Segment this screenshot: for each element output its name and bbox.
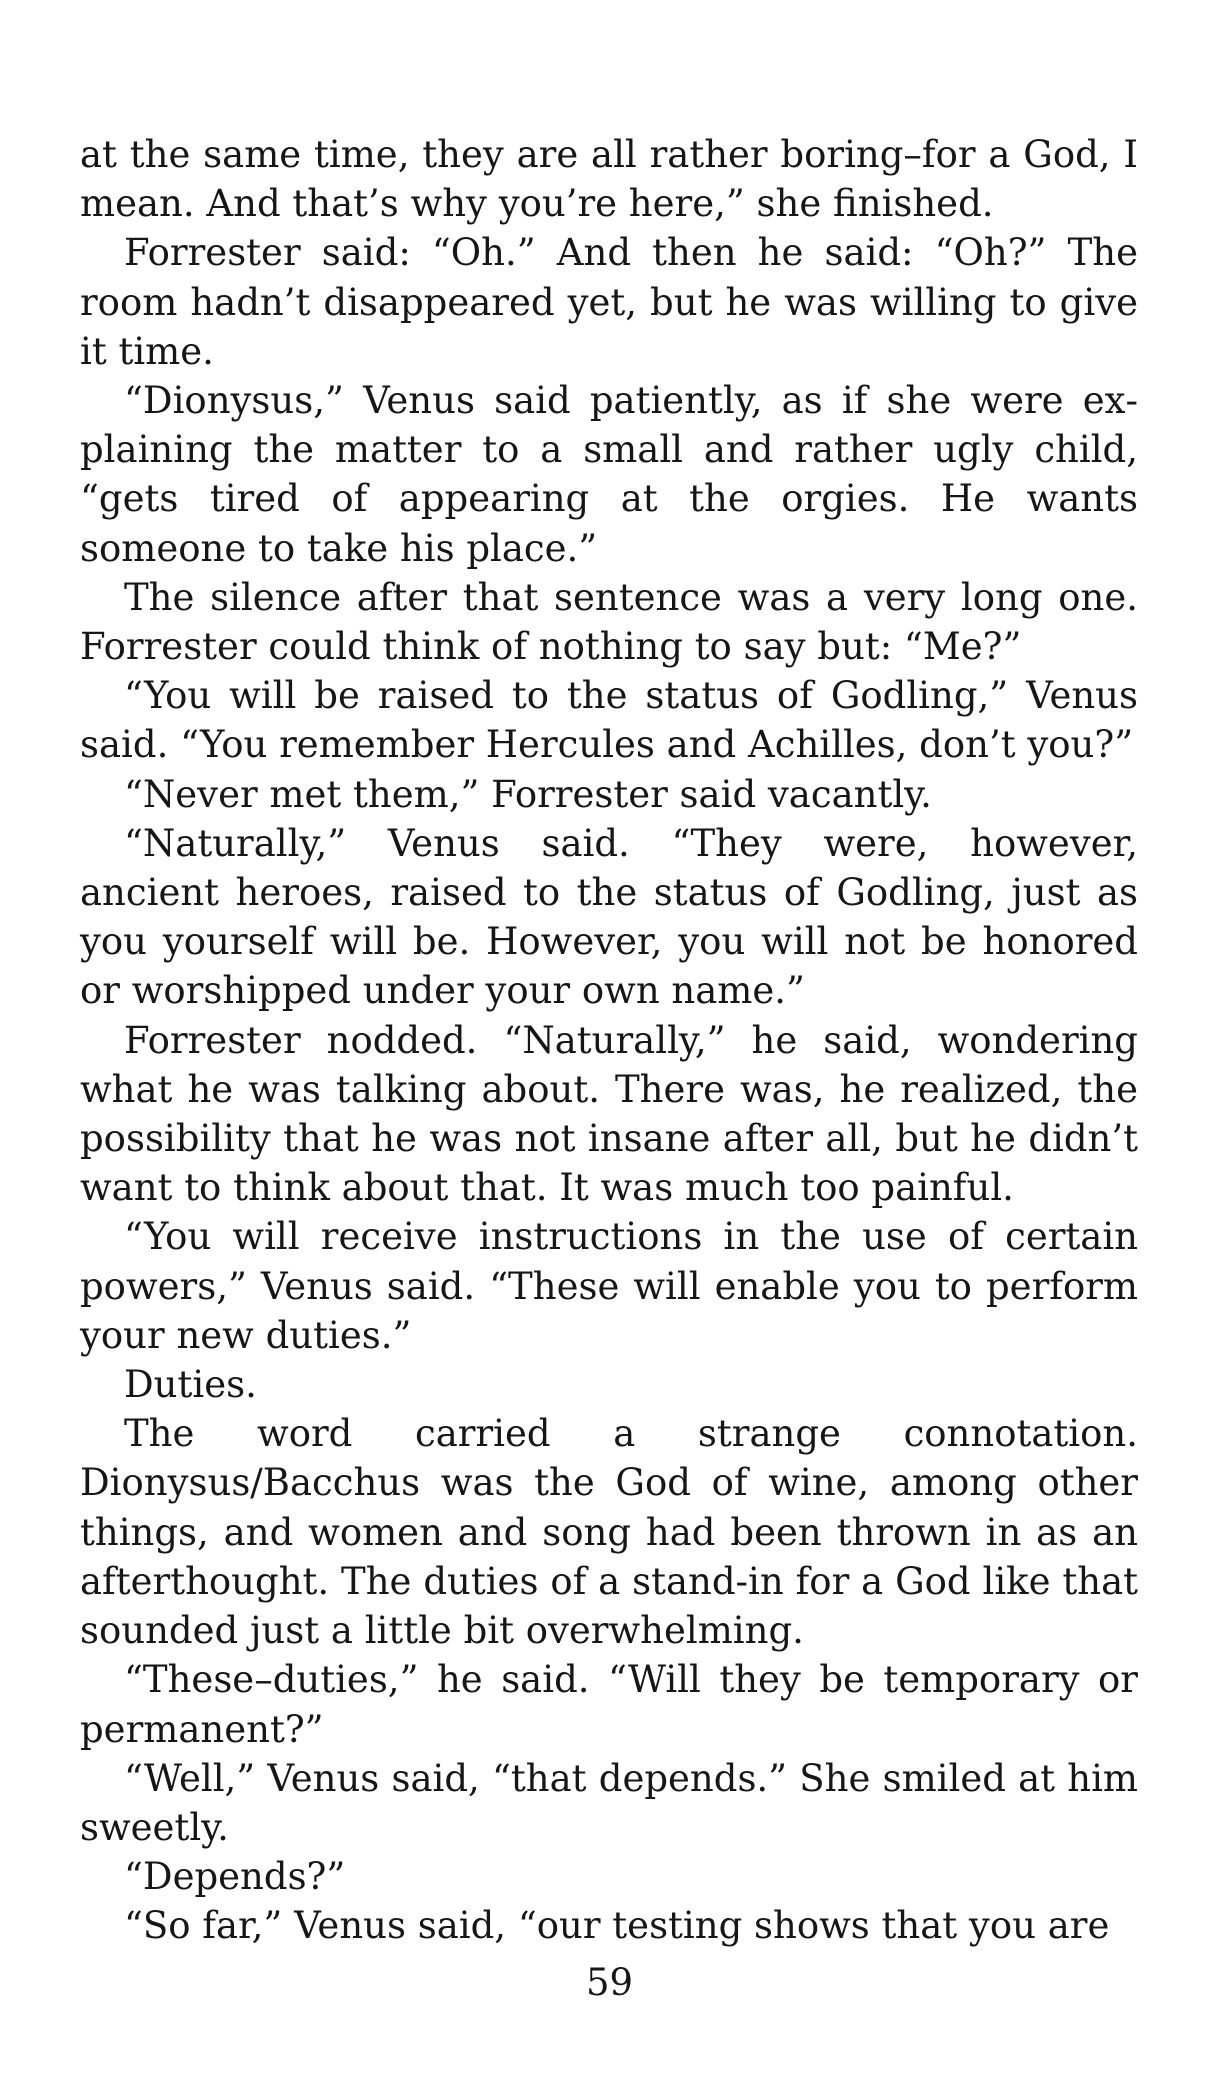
paragraph: “These–duties,” he said. “Will they be temporary or permanent?” bbox=[80, 1658, 1138, 1751]
page-number: 59 bbox=[585, 1961, 634, 2004]
body-text bbox=[80, 130, 1138, 1951]
paragraph: The word carried a strange connotation. Dionysus/Bacchus was the God of wine, among other things, and women and song had been thrown in as an afterthought. The duties of a stand-in for a God like that sounded just a little bit overwhelming. bbox=[80, 1412, 1138, 1653]
paragraph: “You will be raised to the status of Godling,” Venus said. “You remember Hercules and Achilles, don’t you?” bbox=[80, 674, 1138, 767]
paragraph: Forrester nodded. “Naturally,” he said, wondering what he was talking about. There was, he realized, the possibility that he was not insane after all, but he didn’t want to think about that. It was much too painful. bbox=[80, 1018, 1138, 1210]
paragraph: Forrester said: “Oh.” And then he said: “Oh?” The room hadn’t disappeared yet, but he was willing to give it time. bbox=[80, 231, 1138, 373]
paragraph: “Never met them,” Forrester said vacantly. bbox=[124, 772, 932, 816]
paragraph: Duties. bbox=[124, 1363, 257, 1407]
paragraph-continued: at the same time, they are all rather boring–for a God, I mean. And that’s why you’re here,” she finished. bbox=[80, 133, 1138, 226]
paragraph: “Depends?” bbox=[124, 1855, 346, 1899]
paragraph: The silence after that sentence was a very long one. Forrester could think of nothing to say but: “Me?” bbox=[80, 575, 1138, 669]
paragraph: “Dionysus,” Venus said patiently, as if she were explaining the matter to a small and rather ugly child, “gets tired of appearing at the orgies. He wants someone to take his place.” bbox=[80, 379, 1138, 570]
paragraph: “Well,” Venus said, “that depends.” She smiled at him sweetly. bbox=[80, 1756, 1138, 1849]
paragraph: “So far,” Venus said, “our testing shows that you are bbox=[124, 1904, 1110, 1948]
paragraph: “You will receive instructions in the use of certain powers,” Venus said. “These will enable you to perform your new duties.” bbox=[80, 1215, 1138, 1357]
paragraph: “Naturally,” Venus said. “They were, however, ancient heroes, raised to the status of Godling, just as you yourself will be. However, you will not be honored or worshipped under your own name.” bbox=[80, 821, 1138, 1013]
